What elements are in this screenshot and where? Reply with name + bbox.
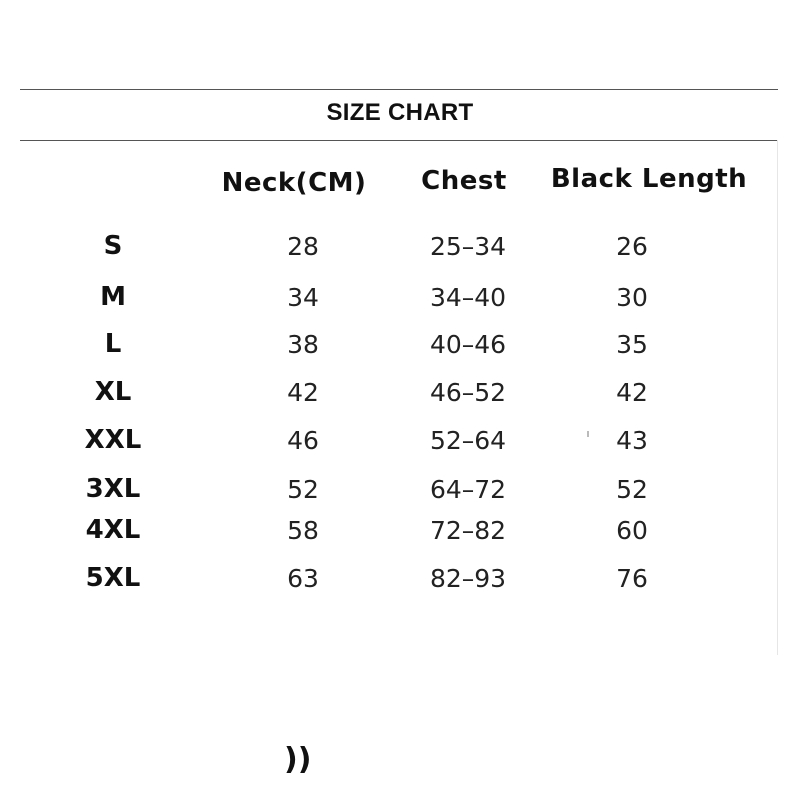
- chest-value: 52–64: [429, 426, 507, 455]
- chest-value: 25–34: [429, 232, 507, 261]
- neck-value: 63: [287, 564, 319, 593]
- size-label: 3XL: [85, 474, 141, 504]
- column-header-chest: Chest: [421, 166, 507, 196]
- size-label: L: [104, 329, 122, 359]
- neck-value: 38: [287, 330, 319, 359]
- length-value: 43: [616, 426, 648, 455]
- chest-value: 82–93: [429, 564, 507, 593]
- size-label: 4XL: [85, 515, 141, 545]
- size-label: S: [103, 231, 123, 261]
- chest-value: 46–52: [429, 378, 507, 407]
- chest-value: 64–72: [429, 475, 507, 504]
- neck-value: 52: [287, 475, 319, 504]
- footer-mark: )): [284, 742, 312, 777]
- size-label: M: [100, 282, 126, 312]
- neck-value: 34: [287, 283, 319, 312]
- length-value: 76: [616, 564, 648, 593]
- column-header-neck: Neck(CM): [221, 168, 367, 198]
- top-divider: [20, 89, 778, 90]
- chest-value: 40–46: [429, 330, 507, 359]
- size-label: XL: [94, 377, 132, 407]
- length-value: 42: [616, 378, 648, 407]
- title-divider: [20, 140, 778, 141]
- neck-value: 46: [287, 426, 319, 455]
- neck-value: 58: [287, 516, 319, 545]
- length-value: 26: [616, 232, 648, 261]
- length-value: 52: [616, 475, 648, 504]
- right-border: [777, 140, 778, 655]
- size-label: 5XL: [85, 563, 141, 593]
- length-value: 60: [616, 516, 648, 545]
- size-label: XXL: [84, 425, 142, 455]
- neck-value: 28: [287, 232, 319, 261]
- stray-mark: [587, 431, 589, 437]
- length-value: 35: [616, 330, 648, 359]
- chest-value: 72–82: [429, 516, 507, 545]
- chest-value: 34–40: [429, 283, 507, 312]
- column-header-back-length: Black Length: [550, 164, 748, 194]
- length-value: 30: [616, 283, 648, 312]
- page-title: SIZE CHART: [326, 99, 474, 126]
- neck-value: 42: [287, 378, 319, 407]
